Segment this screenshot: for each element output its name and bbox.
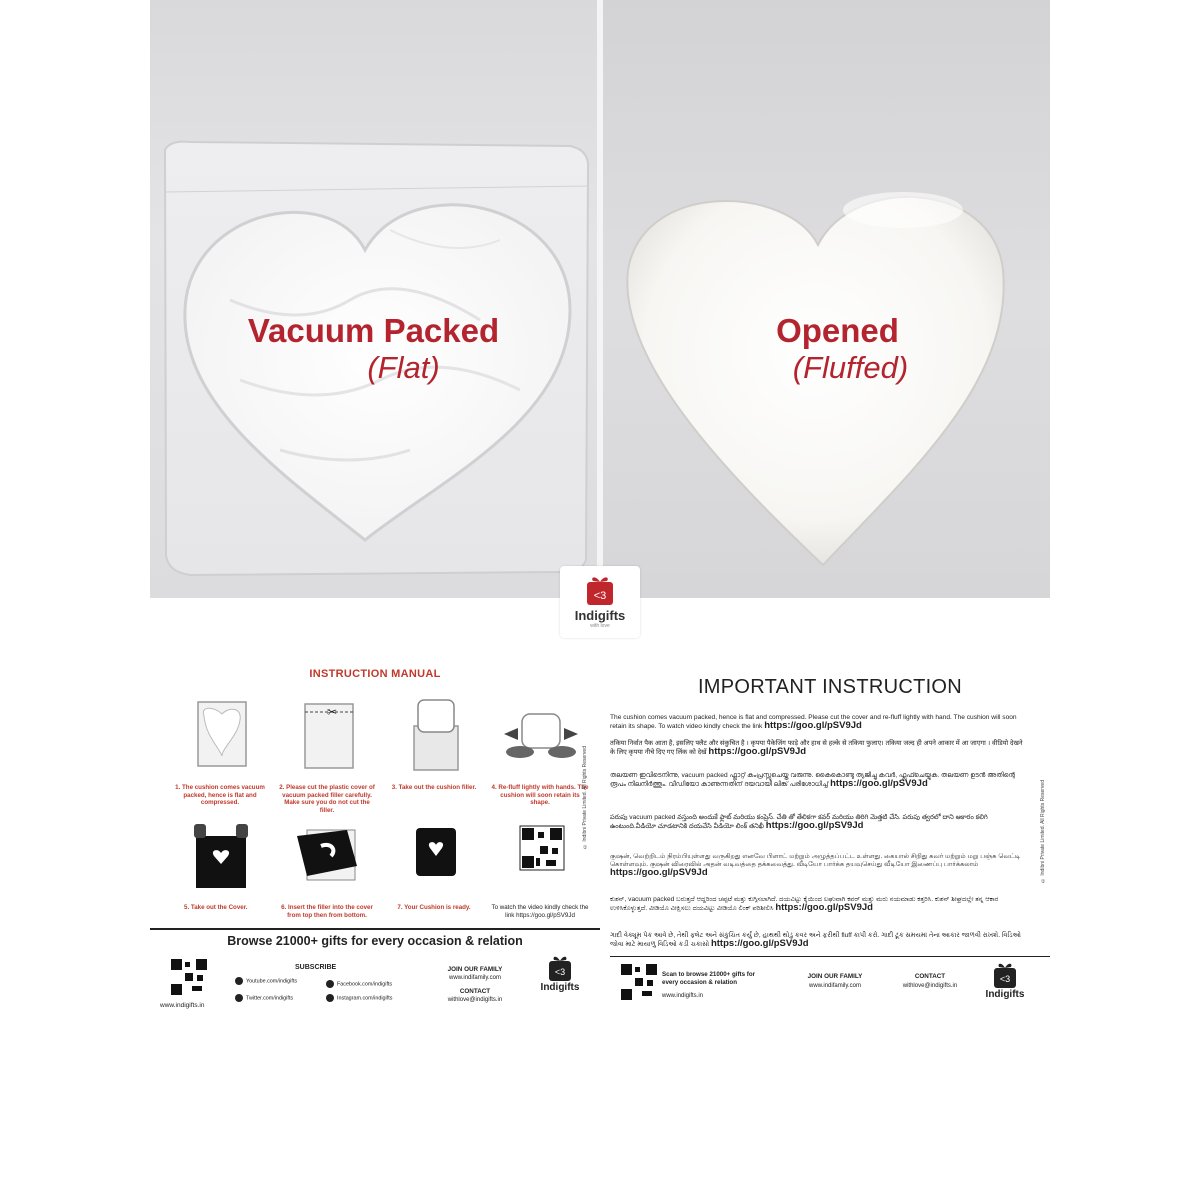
instagram-icon — [326, 994, 334, 1002]
take-out-cover-icon — [180, 816, 262, 896]
instruction-gujarati-text: ગાદી વેક્યૂમ પેક આવે છે, તેથી ફ્લેટ અને સંકુચિત કર્યું છે, હાથથી થોડું કવર અને ફરીથી fluff કાપી કરો. ગાદી ટૂંક સમયમાં તેના આકાર જાળવી રાખશે. વિડિઓ જોવા માટે માયાળુ વિડિઓ કડી ચકાસો — [610, 932, 1021, 948]
twitter-label: Twitter.com/indigifts — [246, 995, 294, 1002]
cut-plastic-icon — [287, 696, 369, 776]
instruction-manual-card — [150, 656, 600, 1016]
store-url-link[interactable]: www.indigifts.in — [662, 993, 704, 999]
manual-step-text: 7. Your Cushion is ready. — [397, 904, 471, 911]
manual-step-text: 2. Please cut the plastic cover of vacuum packed filler carefully. Make sure you do not cut the filler. — [279, 784, 375, 814]
vacuum-pack-icon — [180, 696, 262, 776]
gift-logo-icon — [993, 961, 1017, 989]
video-link[interactable]: https://goo.gl/pSV9Jd — [775, 901, 873, 913]
video-link[interactable]: https://goo.gl/pSV9Jd — [710, 937, 809, 949]
contact-label: CONTACT — [459, 988, 491, 995]
gift-logo-icon — [586, 574, 614, 606]
twitter-link[interactable] — [235, 994, 293, 1002]
video-link[interactable]: https://goo.gl/pSV9Jd — [764, 719, 862, 731]
footer-logo-symbol: <3 — [999, 974, 1011, 984]
facebook-icon — [326, 980, 334, 988]
brand-name: Indigifts — [574, 608, 626, 623]
opened-title: Opened — [776, 312, 899, 349]
vacuum-packed-heart-illustration — [150, 0, 597, 598]
video-link[interactable]: https://goo.gl/pSV9Jd — [765, 819, 864, 831]
manual-step-text: To watch the video kindly check the link https://goo.gl/pSV9Jd — [491, 904, 589, 919]
svg-text:✂: ✂ — [327, 705, 338, 719]
important-copyright: © Indibni Private Limited. All Rights Reserved — [1040, 780, 1046, 883]
youtube-label: Youtube.com/indigifts — [246, 978, 298, 985]
join-family-link[interactable]: www.indifamily.com — [449, 975, 501, 981]
instruction-telugu-text: పరుపు vacuum packed వస్తుంది అందుకే ఫ్లాట్ మరియు కంప్రెస్. చేతి తో తేలికగా కవర్ మరియు తిరిగి మెత్తటి చేసి. పరుపు త్వరలో దాని ఆకారం కలిగి ఉంటుంది.వీడియో చూడటానికి దయచేసి వీడియో లింక్ తనిఖీ — [610, 814, 988, 830]
instruction-hindi — [610, 740, 1025, 757]
manual-step-text: 6. Insert the filler into the cover from top then from bottom. — [281, 904, 373, 919]
footer-brand-name: Indigifts — [985, 989, 1025, 1000]
vacuum-packed-photo — [150, 0, 597, 598]
youtube-icon — [235, 977, 243, 985]
join-family-label: JOIN OUR FAMILY — [807, 973, 863, 980]
footer-brand-logo — [535, 954, 585, 993]
footer-logo-symbol: <3 — [554, 967, 566, 977]
brand-badge — [560, 566, 640, 638]
video-link[interactable]: https://goo.gl/pSV9Jd — [830, 777, 928, 789]
store-qr-code-icon[interactable] — [170, 958, 208, 996]
instruction-gujarati — [610, 932, 1025, 949]
brand-tagline: with love — [590, 623, 610, 629]
cushion-ready-icon — [394, 816, 476, 896]
youtube-link[interactable] — [235, 977, 297, 985]
store-url-link[interactable]: www.indigifts.in — [160, 1002, 205, 1009]
video-link[interactable]: https://goo.gl/pSV9Jd — [610, 866, 708, 878]
vacuum-packed-caption — [150, 312, 597, 386]
footer-brand-name: Indigifts — [540, 982, 580, 993]
instruction-english-text: The cushion comes vacuum packed, hence is flat and compressed. Please cut the cover and re-fluff lightly with hand. The cushion will soon retain its shape. To watch video kindly check the link — [610, 714, 1017, 730]
contact-label: CONTACT — [914, 973, 946, 980]
instruction-malayalam — [610, 772, 1025, 789]
opened-subtitle: (Fluffed) — [792, 350, 909, 385]
vacuum-packed-title: Vacuum Packed — [247, 312, 500, 349]
manual-step-text: 1. The cushion comes vacuum packed, hence is flat and compressed. — [175, 784, 265, 807]
facebook-link[interactable] — [326, 980, 392, 988]
video-link[interactable]: https://goo.gl/pSV9Jd — [708, 745, 807, 757]
contact-email-link[interactable]: withlove@indigifts.in — [902, 983, 958, 989]
opened-photo — [603, 0, 1050, 598]
facebook-label: Facebook.com/indigifts — [337, 981, 393, 988]
subscribe-label: SUBSCRIBE — [295, 964, 337, 971]
manual-copyright: © Indibni Private Limited. All Rights Reserved — [582, 746, 588, 849]
take-out-filler-icon — [394, 696, 476, 776]
join-family-link[interactable]: www.indifamily.com — [809, 983, 861, 989]
manual-step-text: 3. Take out the cushion filler. — [391, 784, 477, 791]
footer-brand-logo — [980, 961, 1030, 1000]
manual-title: INSTRUCTION MANUAL — [309, 668, 441, 680]
instruction-english — [610, 714, 1025, 731]
important-title: IMPORTANT INSTRUCTION — [697, 676, 963, 698]
browse-gifts-heading: Browse 21000+ gifts for every occasion & relation — [227, 934, 523, 948]
gift-logo-icon — [548, 954, 572, 982]
gift-logo-symbol: <3 — [593, 590, 607, 602]
important-footer — [610, 956, 1050, 1014]
join-family-label: JOIN OUR FAMILY — [447, 966, 503, 973]
manual-step-text: 5. Take out the Cover. — [184, 904, 248, 911]
contact-email-link[interactable]: withlove@indigifts.in — [447, 997, 503, 1003]
instruction-kannada — [610, 896, 1025, 913]
twitter-icon — [235, 994, 243, 1002]
insert-filler-icon — [287, 816, 369, 896]
instagram-link[interactable] — [326, 994, 392, 1002]
video-qr-code-icon — [500, 816, 582, 896]
instruction-telugu — [610, 814, 1025, 831]
vacuum-packed-subtitle: (Flat) — [367, 350, 440, 385]
instruction-malayalam-text: തലയണ ഇവിടെനിന്നു, vacuum packed ഫ്ലാറ്റ് കംപ്രസ്സുചെയ്ത വരുന്നു. കൈകൊണ്ടു ത്യജിച്ചു കവർ, ഫ്ലഫ്ചെയ്യുക. തലയണ ഉടൻ അതിന്റെ രൂപം നിലനിർത്തും. വീഡിയോ കാണുന്നതിന് ദയവായി ലിങ്ക് പരിശോധിച്ച് — [610, 772, 1015, 788]
instruction-tamil-text: குஷன், வெற்றிடம் நிரம்பியுள்ளது வருகிறது எனவே பிளாட் மற்றும் அழுத்தப்பட்ட உள்ளது. கையால் சிறிது கவர் மற்றும் மறு பஞ்சு வெட்டி கொள்ளவும். குஷன் விரைவில் அதன் வடிவத்தை தக்கவைத்து. வீடியோ பார்க்க தயவுசெய்து வீடியோ இணைப்பு பார்க்கலாம் — [610, 853, 1021, 868]
manual-footer — [150, 928, 600, 1016]
fluffed-heart-illustration — [603, 0, 1050, 598]
instruction-hindi-text: तकिया निर्वात पैक आता है, इसलिए फ्लैट और संकुचित है । कृपया पैकेजिंग फाड़े और हाथ से हल्के से तकिया फुलाए। तकिया जल्द ही अपने आकार में आ जाएगा । वीडियो देखने के लिए कृपया नीचे दिए गए लिंक को देखें — [610, 740, 1023, 756]
manual-step-text: 4. Re-fluff lightly with hands. The cushion will soon retain its shape. — [491, 784, 589, 807]
scan-to-browse-text: Scan to browse 21000+ gifts for every occasion & relation — [662, 971, 756, 986]
important-instruction-card — [610, 660, 1050, 1015]
opened-caption — [603, 312, 1050, 386]
instagram-label: Instagram.com/indigifts — [337, 995, 393, 1002]
instruction-tamil — [610, 853, 1025, 877]
scan-qr-code-icon[interactable] — [620, 963, 658, 1001]
refluff-hands-icon — [500, 696, 582, 776]
instruction-kannada-text: ಕುಶನ್, vacuum packed ಬರುತ್ತದೆ ಆದ್ದರಿಂದ ಚಪ್ಪಟೆ ಮತ್ತು ಕುಗ್ಗಿಸಲಾಗಿದೆ. ದಯವಿಟ್ಟು ಕೈಯಿಂದ ಲಘುವಾಗಿ ಕವರ್ ಮತ್ತು ಮರು ನಯಮಾಡು ಕತ್ತರಿಸಿ. ಕುಶನ್ ಶೀಘ್ರದಲ್ಲೇ ತನ್ನ ಆಕಾರ ಉಳಿಸಿಕೊಳ್ಳುತ್ತದೆ. ವೀಡಿಯೊ ವೀಕ್ಷಿಸಲು ದಯವಿಟ್ಟು ವೀಡಿಯೊ ಲಿಂಕ್ ಪರಿಶೀಲಿಸಿ — [610, 896, 999, 912]
